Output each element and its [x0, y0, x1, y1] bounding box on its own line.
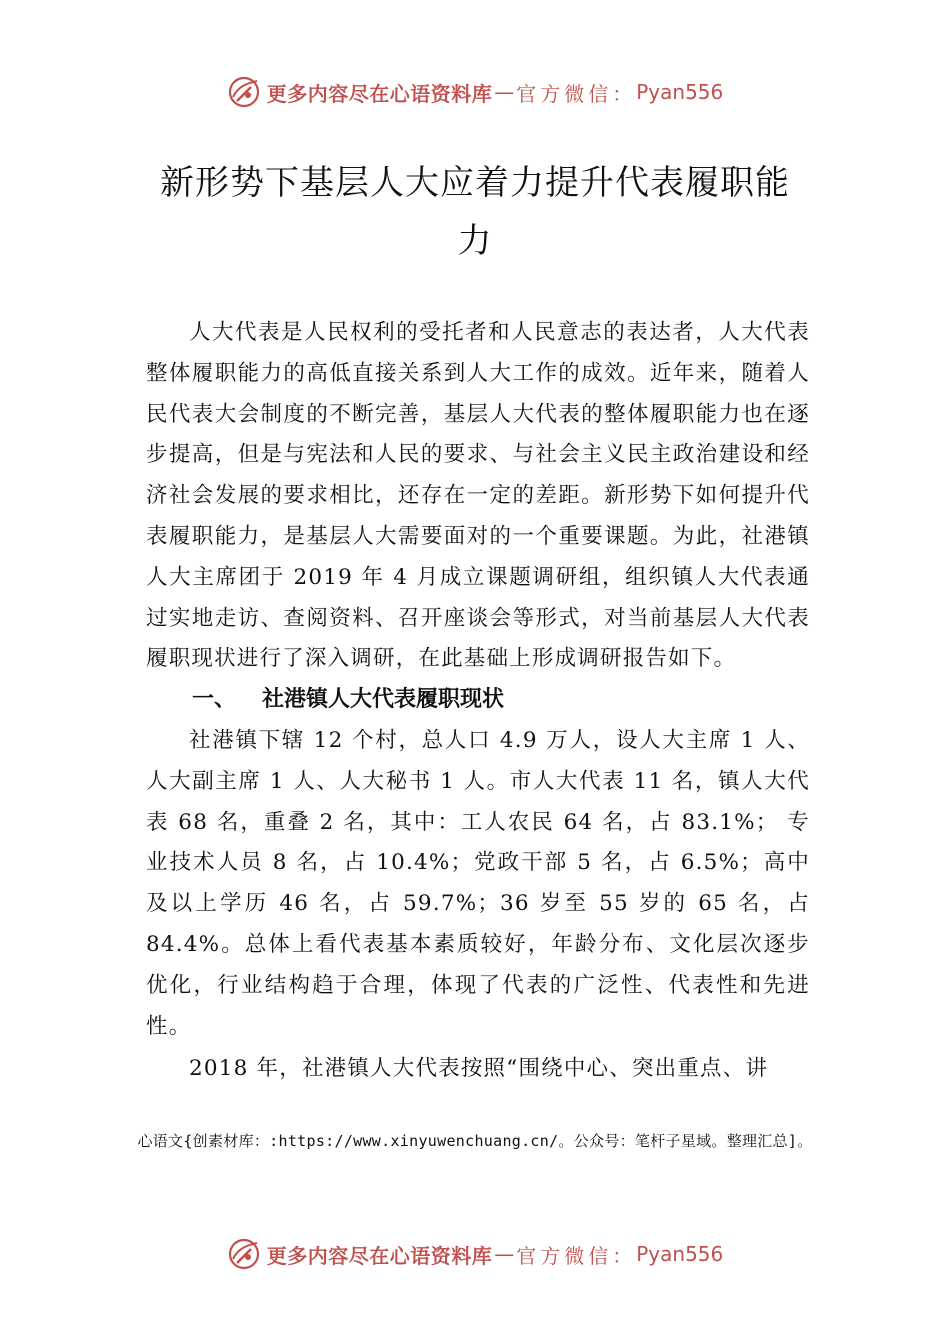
banner-separator: — — [494, 1242, 515, 1266]
header-banner — [0, 72, 950, 112]
document-body — [146, 313, 810, 1090]
intro-paragraph: 人大代表是人民权利的受托者和人民意志的表达者，人大代表整体履职能力的高低直接关系到人大工作的成效。近年来，随着人民代表大会制度的不断完善，基层人大代表的整体履职能力也在逐步提高，但是与宪法和人民的要求、与社会主义民主政治建设和经济社会发展的要求相比，还存在一定的差距。新形势下如何提升代表履职能力，是基层人大需要面对的一个重要课题。为此，社港镇人大主席团于 2019 年 4 月成立课题调研组，组织镇人大代表通过实地走访、查阅资料、召开座谈会等形式，对当前基层人大代表履职现状进行了深入调研，在此基础上形成调研报告如下。 — [146, 320, 810, 672]
banner-separator: — — [494, 80, 515, 104]
continued-paragraph: 2018 年，社港镇人大代表按照“围绕中心、突出重点、讲 — [189, 1056, 769, 1082]
section-paragraph: 社港镇下辖 12 个村，总人口 4.9 万人，设人大主席 1 人、人大副主席 1 人、人大秘书 1 人。市人大代表 11 名，镇人大代表 68 名，重叠 2 名，其中：工人农民 64 名，占 83.1%； 专业技术人员 8 名，占 10.4%；党政干部 5 名，占 6.5%；高中及以上学历 46 名，占 59.7%；36 岁至 55 岁的 65 名，占 84.4%。总体上看代表基本素质较好，年龄分布、文化层次逐步优化，行业结构趋于合理，体现了代表的广泛性、代表性和先进性。 — [146, 727, 810, 1039]
banner-wechat-label: 官方微信： — [516, 1243, 637, 1268]
brand-logo-icon — [227, 1237, 261, 1271]
section-number: 一、 — [192, 687, 237, 713]
section-heading — [146, 680, 810, 721]
source-footnote: 心语文{创素材库：:https://www.xinyuwenchuang.cn/。公众号：笔杆子星域。整理汇总]。 — [137, 1132, 813, 1150]
banner-wechat-label: 官方微信： — [516, 81, 637, 106]
section-title: 社港镇人大代表履职现状 — [262, 687, 505, 713]
footer-banner — [0, 1234, 950, 1274]
banner-wechat-id: Pyan556 — [636, 80, 724, 104]
brand-logo-icon — [227, 75, 261, 109]
banner-wechat-id: Pyan556 — [636, 1242, 724, 1266]
banner-main-text: 更多内容尽在心语资料库 — [266, 1243, 493, 1268]
document-title: 新形势下基层人大应着力提升代表履职能力 — [160, 163, 790, 261]
banner-main-text: 更多内容尽在心语资料库 — [266, 81, 493, 106]
